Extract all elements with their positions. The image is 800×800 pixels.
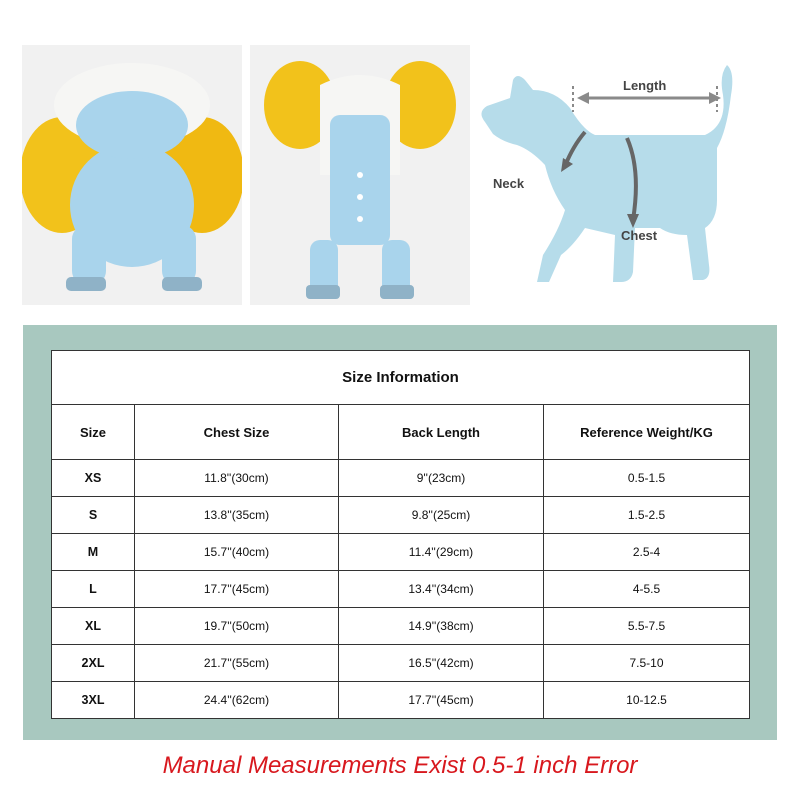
size-table-panel — [23, 325, 777, 740]
product-photo-back — [250, 45, 470, 305]
size-cell: 2XL — [52, 645, 135, 682]
table-header-row — [52, 405, 750, 460]
chest-cell: 17.7''(45cm) — [135, 571, 339, 608]
costume-front-illustration — [22, 45, 242, 305]
table-title: Size Information — [52, 351, 750, 405]
size-cell: S — [52, 497, 135, 534]
neck-label: Neck — [493, 176, 525, 191]
chest-cell: 21.7''(55cm) — [135, 645, 339, 682]
header-chest-size: Chest Size — [135, 405, 339, 460]
chest-label: Chest — [621, 228, 658, 243]
back-length-cell: 9''(23cm) — [339, 460, 544, 497]
weight-cell: 0.5-1.5 — [544, 460, 750, 497]
chest-cell: 11.8''(30cm) — [135, 460, 339, 497]
weight-cell: 7.5-10 — [544, 645, 750, 682]
length-label: Length — [623, 78, 667, 93]
back-length-cell: 17.7''(45cm) — [339, 682, 544, 719]
size-cell: XS — [52, 460, 135, 497]
back-length-cell: 14.9''(38cm) — [339, 608, 544, 645]
header-reference-weight: Reference Weight/KG — [544, 405, 750, 460]
chest-cell: 24.4''(62cm) — [135, 682, 339, 719]
weight-cell: 4-5.5 — [544, 571, 750, 608]
back-length-cell: 11.4''(29cm) — [339, 534, 544, 571]
dog-silhouette — [465, 50, 785, 300]
size-cell: XL — [52, 608, 135, 645]
header-back-length: Back Length — [339, 405, 544, 460]
product-photo-front — [22, 45, 242, 305]
back-length-cell: 13.4''(34cm) — [339, 571, 544, 608]
weight-cell: 5.5-7.5 — [544, 608, 750, 645]
chest-cell: 19.7''(50cm) — [135, 608, 339, 645]
costume-back-illustration — [250, 45, 470, 305]
back-length-cell: 16.5''(42cm) — [339, 645, 544, 682]
size-table — [51, 350, 750, 719]
weight-cell: 1.5-2.5 — [544, 497, 750, 534]
size-cell: 3XL — [52, 682, 135, 719]
measurement-error-note: Manual Measurements Exist 0.5-1 inch Error — [162, 752, 638, 779]
table-title-row — [52, 351, 750, 405]
table-row — [52, 497, 750, 534]
table-row — [52, 608, 750, 645]
header-size: Size — [52, 405, 135, 460]
size-cell: M — [52, 534, 135, 571]
chest-cell: 13.8''(35cm) — [135, 497, 339, 534]
table-row — [52, 534, 750, 571]
back-length-cell: 9.8''(25cm) — [339, 497, 544, 534]
table-row — [52, 460, 750, 497]
weight-cell: 2.5-4 — [544, 534, 750, 571]
weight-cell: 10-12.5 — [544, 682, 750, 719]
size-cell: L — [52, 571, 135, 608]
table-row — [52, 645, 750, 682]
dog-measurement-diagram — [465, 50, 785, 300]
chest-cell: 15.7''(40cm) — [135, 534, 339, 571]
table-row — [52, 682, 750, 719]
table-row — [52, 571, 750, 608]
